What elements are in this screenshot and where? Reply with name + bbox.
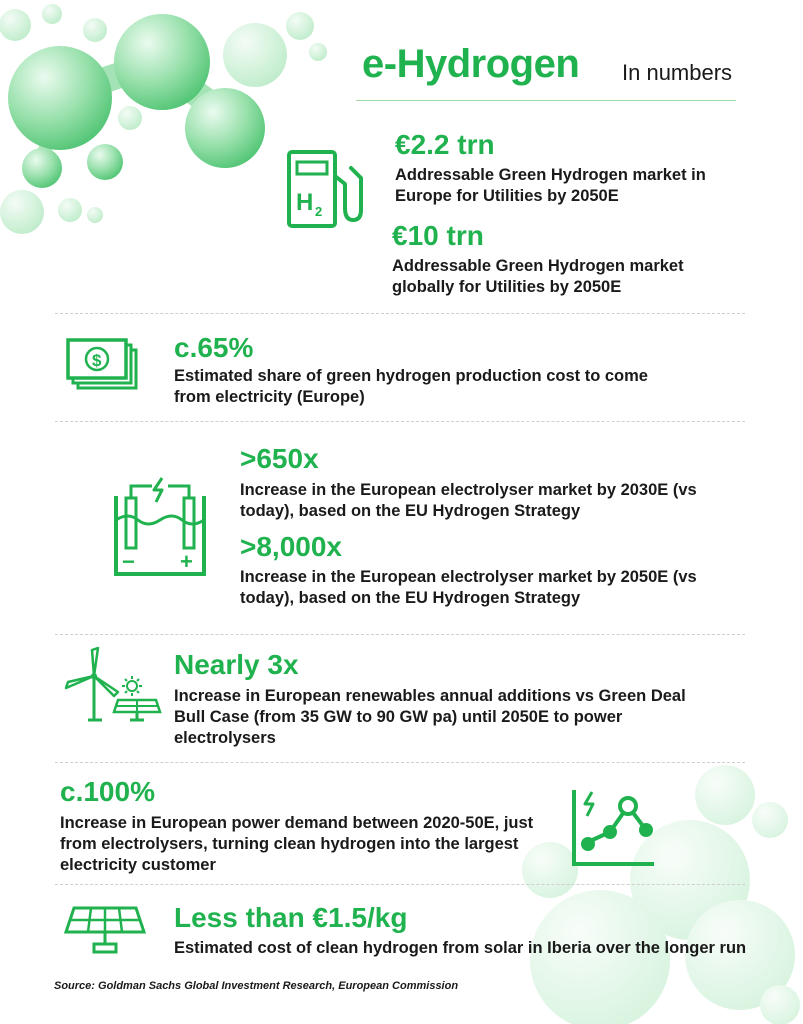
stat-electricity-share-value: c.65% xyxy=(174,332,254,363)
stat-solar-cost-value: Less than €1.5/kg xyxy=(174,902,408,933)
section-divider xyxy=(55,884,745,885)
stat-power-demand-value: c.100% xyxy=(60,776,155,807)
stat-electrolyser-2050-value: >8,000x xyxy=(240,531,342,562)
stat-renewables-value: Nearly 3x xyxy=(174,649,299,680)
stat-global-market-desc: Addressable Green Hydrogen market globally for Utilities by 2050E xyxy=(392,257,684,296)
stat-renewables-desc: Increase in European renewables annual additions vs Green Deal Bull Case (from 35 GW to 90 GW pa) until 2050E to power electrolysers xyxy=(174,687,686,747)
power-chart-icon xyxy=(570,788,656,868)
stat-europe-market-desc: Addressable Green Hydrogen market in Europe for Utilities by 2050E xyxy=(395,166,706,205)
stat-electrolyser-2050-desc: Increase in the European electrolyser market by 2050E (vs today), based on the EU Hydrogen Strategy xyxy=(240,568,697,607)
svg-text:$: $ xyxy=(92,351,102,370)
title-divider xyxy=(356,100,736,101)
stat-electrolyser-2030-desc: Increase in the European electrolyser market by 2030E (vs today), based on the EU Hydrogen Strategy xyxy=(240,481,697,520)
solar-panel-icon xyxy=(64,906,146,954)
stat-global-market-value: €10 trn xyxy=(392,220,484,251)
stat-europe-market-value: €2.2 trn xyxy=(395,129,495,160)
banknotes-icon xyxy=(66,338,138,394)
molecule-decoration-top xyxy=(0,0,330,240)
section-divider xyxy=(55,634,745,635)
svg-text:−: − xyxy=(122,549,135,574)
stat-power-demand-desc: Increase in European power demand between 2020-50E, just from electrolysers, turning clean hydrogen into the largest electricity customer xyxy=(60,814,534,874)
section-divider xyxy=(55,313,745,314)
section-divider xyxy=(55,762,745,763)
page-title: e-Hydrogen xyxy=(362,42,580,86)
wind-solar-icon xyxy=(62,646,162,722)
stat-solar-cost-desc: Estimated cost of clean hydrogen from solar in Iberia over the longer run xyxy=(174,939,747,957)
svg-text:H: H xyxy=(296,189,314,216)
hydrogen-fuel-pump-icon xyxy=(285,148,365,230)
section-divider xyxy=(55,421,745,422)
page-subtitle: In numbers xyxy=(622,60,733,85)
stat-electrolyser-2030-value: >650x xyxy=(240,443,319,474)
source-note: Source: Goldman Sachs Global Investment Research, European Commission xyxy=(54,980,459,992)
stat-electricity-share-desc: Estimated share of green hydrogen production cost to come from electricity (Europe) xyxy=(174,367,648,406)
svg-text:2: 2 xyxy=(315,204,323,219)
electrolyser-icon xyxy=(112,476,208,578)
svg-text:+: + xyxy=(180,549,193,574)
